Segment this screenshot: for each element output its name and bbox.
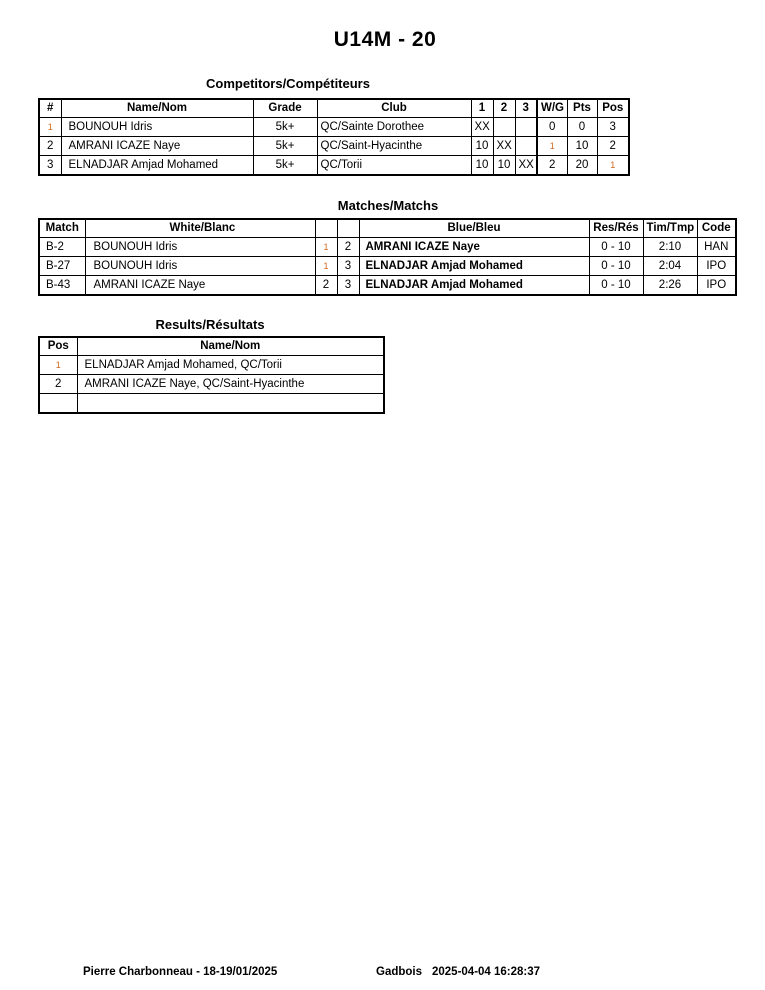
results-table bbox=[38, 336, 385, 414]
match-code: IPO bbox=[697, 276, 736, 296]
footer-venue: Gadbois bbox=[376, 966, 423, 978]
competitor-wg: 2 bbox=[537, 156, 567, 176]
matches-header-row bbox=[39, 219, 736, 238]
blue-player: ELNADJAR Amjad Mohamed bbox=[359, 257, 589, 276]
white-player: AMRANI ICAZE Naye bbox=[85, 276, 315, 296]
competitor-club: QC/Saint-Hyacinthe bbox=[317, 137, 471, 156]
col-club: Club bbox=[317, 99, 471, 118]
competitor-num: 1 bbox=[39, 118, 61, 137]
result-name: ELNADJAR Amjad Mohamed, QC/Torii bbox=[77, 356, 384, 375]
blue-num: 3 bbox=[337, 276, 359, 296]
competitor-name: AMRANI ICAZE Naye bbox=[61, 137, 253, 156]
col-r2: 2 bbox=[493, 99, 515, 118]
table-row bbox=[39, 238, 736, 257]
blue-player: AMRANI ICAZE Naye bbox=[359, 238, 589, 257]
col-match: Match bbox=[39, 219, 85, 238]
col-white-num bbox=[315, 219, 337, 238]
competitors-header-row bbox=[39, 99, 629, 118]
competitor-wg: 0 bbox=[537, 118, 567, 137]
page-title: U14M - 20 bbox=[333, 28, 437, 51]
competitors-table bbox=[38, 98, 630, 176]
match-id: B-43 bbox=[39, 276, 85, 296]
competitor-name: BOUNOUH Idris bbox=[61, 118, 253, 137]
white-num: 1 bbox=[315, 257, 337, 276]
table-row bbox=[39, 276, 736, 296]
col-r1: 1 bbox=[471, 99, 493, 118]
col-pts: Pts bbox=[567, 99, 597, 118]
competitor-club: QC/Sainte Dorothee bbox=[317, 118, 471, 137]
competitor-name: ELNADJAR Amjad Mohamed bbox=[61, 156, 253, 176]
matches-heading: Matches/Matchs bbox=[337, 198, 439, 213]
col-pos: Pos bbox=[597, 99, 629, 118]
score-r2: XX bbox=[493, 137, 515, 156]
competitor-pos: 3 bbox=[597, 118, 629, 137]
score-r1: 10 bbox=[471, 137, 493, 156]
blue-player: ELNADJAR Amjad Mohamed bbox=[359, 276, 589, 296]
result-name: AMRANI ICAZE Naye, QC/Saint-Hyacinthe bbox=[77, 375, 384, 394]
competitor-num: 2 bbox=[39, 137, 61, 156]
blue-num: 3 bbox=[337, 257, 359, 276]
col-result-pos: Pos bbox=[39, 337, 77, 356]
match-id: B-27 bbox=[39, 257, 85, 276]
table-row bbox=[39, 257, 736, 276]
competitor-pts: 10 bbox=[567, 137, 597, 156]
table-row bbox=[39, 356, 384, 375]
score-r1: 10 bbox=[471, 156, 493, 176]
col-res: Res/Rés bbox=[589, 219, 643, 238]
table-row bbox=[39, 118, 629, 137]
footer-event: Pierre Charbonneau - 18-19/01/2025 bbox=[83, 966, 278, 978]
footer-printed: 2025-04-04 16:28:37 bbox=[432, 966, 541, 978]
col-wg: W/G bbox=[537, 99, 567, 118]
white-num: 1 bbox=[315, 238, 337, 257]
results-heading: Results/Résultats bbox=[155, 317, 265, 332]
result-pos: 2 bbox=[39, 375, 77, 394]
competitor-pos: 1 bbox=[597, 156, 629, 176]
match-time: 2:04 bbox=[643, 257, 697, 276]
match-result: 0 - 10 bbox=[589, 276, 643, 296]
result-name bbox=[77, 394, 384, 414]
white-player: BOUNOUH Idris bbox=[85, 238, 315, 257]
match-result: 0 - 10 bbox=[589, 238, 643, 257]
col-code: Code bbox=[697, 219, 736, 238]
matches-table bbox=[38, 218, 737, 296]
col-name: Name/Nom bbox=[61, 99, 253, 118]
col-grade: Grade bbox=[253, 99, 317, 118]
table-row bbox=[39, 375, 384, 394]
competitor-pos: 2 bbox=[597, 137, 629, 156]
table-row bbox=[39, 394, 384, 414]
white-player: BOUNOUH Idris bbox=[85, 257, 315, 276]
col-blue-num bbox=[337, 219, 359, 238]
score-r2 bbox=[493, 118, 515, 137]
competitor-num: 3 bbox=[39, 156, 61, 176]
score-r3: XX bbox=[515, 156, 537, 176]
competitor-club: QC/Torii bbox=[317, 156, 471, 176]
match-time: 2:10 bbox=[643, 238, 697, 257]
col-blue: Blue/Bleu bbox=[359, 219, 589, 238]
table-row bbox=[39, 137, 629, 156]
competitor-pts: 20 bbox=[567, 156, 597, 176]
col-r3: 3 bbox=[515, 99, 537, 118]
match-code: HAN bbox=[697, 238, 736, 257]
competitor-grade: 5k+ bbox=[253, 156, 317, 176]
results-header-row bbox=[39, 337, 384, 356]
competitor-grade: 5k+ bbox=[253, 137, 317, 156]
competitor-pts: 0 bbox=[567, 118, 597, 137]
result-pos: 1 bbox=[39, 356, 77, 375]
result-pos bbox=[39, 394, 77, 414]
col-result-name: Name/Nom bbox=[77, 337, 384, 356]
match-result: 0 - 10 bbox=[589, 257, 643, 276]
competitor-wg: 1 bbox=[537, 137, 567, 156]
score-r3 bbox=[515, 137, 537, 156]
competitor-grade: 5k+ bbox=[253, 118, 317, 137]
blue-num: 2 bbox=[337, 238, 359, 257]
match-id: B-2 bbox=[39, 238, 85, 257]
col-white: White/Blanc bbox=[85, 219, 315, 238]
col-time: Tim/Tmp bbox=[643, 219, 697, 238]
competitors-heading: Competitors/Compétiteurs bbox=[206, 76, 370, 91]
match-time: 2:26 bbox=[643, 276, 697, 296]
table-row bbox=[39, 156, 629, 176]
match-code: IPO bbox=[697, 257, 736, 276]
score-r2: 10 bbox=[493, 156, 515, 176]
white-num: 2 bbox=[315, 276, 337, 296]
score-r1: XX bbox=[471, 118, 493, 137]
score-r3 bbox=[515, 118, 537, 137]
col-num: # bbox=[39, 99, 61, 118]
